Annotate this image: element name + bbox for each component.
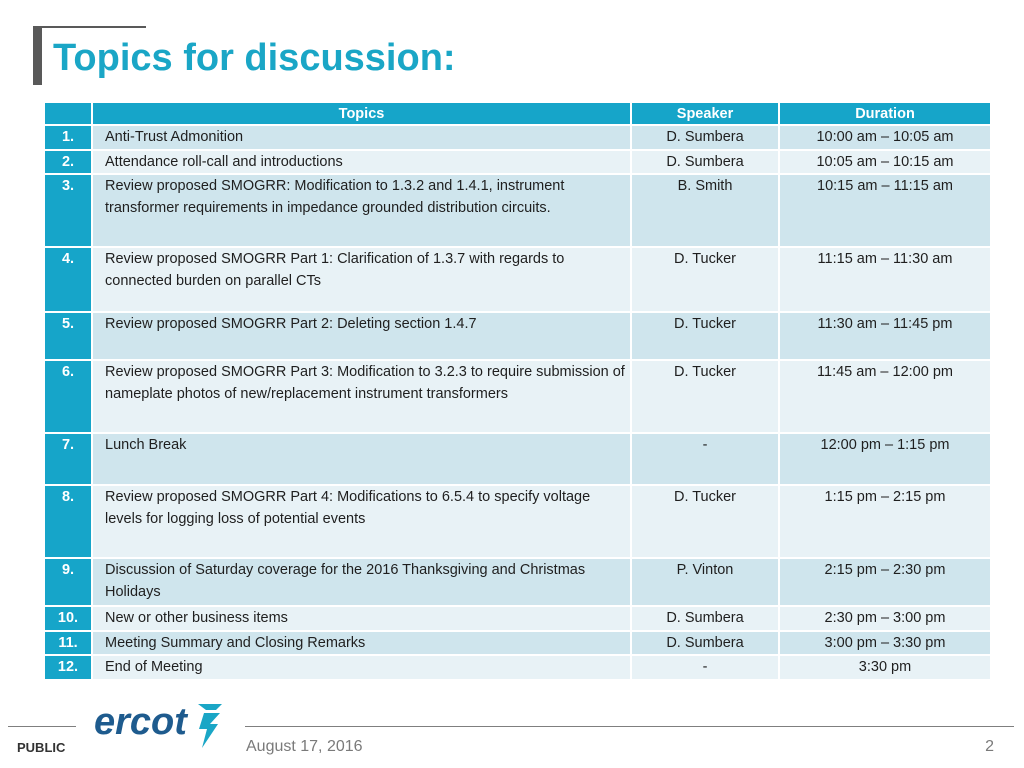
row-speaker: D. Sumbera	[632, 632, 778, 655]
row-number: 10.	[45, 607, 91, 630]
row-topic: End of Meeting	[93, 656, 630, 679]
title-accent-line	[33, 26, 146, 28]
table-row	[45, 559, 990, 605]
header-speaker: Speaker	[632, 103, 778, 124]
row-topic: Attendance roll-call and introductions	[93, 151, 630, 174]
row-number: 3.	[45, 175, 91, 246]
row-duration: 10:05 am – 10:15 am	[780, 151, 990, 174]
row-speaker: D. Tucker	[632, 361, 778, 432]
agenda-header-row	[45, 103, 990, 124]
row-speaker: D. Tucker	[632, 248, 778, 311]
row-number: 4.	[45, 248, 91, 311]
ercot-logo-text: ercot	[94, 701, 187, 743]
agenda-table	[43, 101, 992, 681]
row-speaker: D. Tucker	[632, 313, 778, 359]
row-topic: Review proposed SMOGRR: Modification to 1.3.2 and 1.4.1, instrument transformer requirements in impedance grounded distribution circuits.	[93, 175, 630, 246]
table-row	[45, 361, 990, 432]
row-topic: Lunch Break	[93, 434, 630, 484]
row-speaker: D. Tucker	[632, 486, 778, 557]
lightning-bolt-icon	[198, 704, 222, 748]
classification-label: PUBLIC	[17, 740, 66, 755]
page-number: 2	[985, 738, 994, 755]
row-number: 9.	[45, 559, 91, 605]
footer-divider-left	[8, 726, 76, 727]
row-topic: Review proposed SMOGRR Part 3: Modification to 3.2.3 to require submission of nameplate photos of new/replacement instrument transformers	[93, 361, 630, 432]
table-row	[45, 607, 990, 630]
row-duration: 11:15 am – 11:30 am	[780, 248, 990, 311]
footer-divider-right	[245, 726, 1014, 727]
row-number: 7.	[45, 434, 91, 484]
row-speaker: D. Sumbera	[632, 126, 778, 149]
row-number: 1.	[45, 126, 91, 149]
table-row	[45, 632, 990, 655]
row-speaker: P. Vinton	[632, 559, 778, 605]
row-speaker: B. Smith	[632, 175, 778, 246]
row-duration: 3:00 pm – 3:30 pm	[780, 632, 990, 655]
row-duration: 1:15 pm – 2:15 pm	[780, 486, 990, 557]
row-duration: 12:00 pm – 1:15 pm	[780, 434, 990, 484]
row-duration: 2:30 pm – 3:00 pm	[780, 607, 990, 630]
row-topic: Review proposed SMOGRR Part 1: Clarification of 1.3.7 with regards to connected burden on parallel CTs	[93, 248, 630, 311]
row-number: 6.	[45, 361, 91, 432]
row-duration: 10:15 am – 11:15 am	[780, 175, 990, 246]
row-duration: 11:45 am – 12:00 pm	[780, 361, 990, 432]
row-duration: 10:00 am – 10:05 am	[780, 126, 990, 149]
row-number: 12.	[45, 656, 91, 679]
ercot-logo	[94, 698, 229, 754]
footer-date: August 17, 2016	[246, 738, 363, 755]
row-speaker: D. Sumbera	[632, 607, 778, 630]
row-speaker: D. Sumbera	[632, 151, 778, 174]
row-number: 5.	[45, 313, 91, 359]
table-row	[45, 175, 990, 246]
table-row	[45, 313, 990, 359]
title-accent-bar	[33, 26, 42, 85]
row-number: 2.	[45, 151, 91, 174]
page-title: Topics for discussion:	[53, 37, 456, 79]
table-row	[45, 248, 990, 311]
row-topic: New or other business items	[93, 607, 630, 630]
row-topic: Anti-Trust Admonition	[93, 126, 630, 149]
table-row	[45, 434, 990, 484]
table-row	[45, 151, 990, 174]
row-duration: 11:30 am – 11:45 pm	[780, 313, 990, 359]
row-topic: Review proposed SMOGRR Part 2: Deleting section 1.4.7	[93, 313, 630, 359]
table-row	[45, 656, 990, 679]
row-number: 8.	[45, 486, 91, 557]
row-speaker: -	[632, 656, 778, 679]
table-row	[45, 486, 990, 557]
row-topic: Meeting Summary and Closing Remarks	[93, 632, 630, 655]
row-duration: 3:30 pm	[780, 656, 990, 679]
header-topics: Topics	[93, 103, 630, 124]
row-topic: Review proposed SMOGRR Part 4: Modifications to 6.5.4 to specify voltage levels for logging loss of potential events	[93, 486, 630, 557]
header-duration: Duration	[780, 103, 990, 124]
row-topic: Discussion of Saturday coverage for the 2016 Thanksgiving and Christmas Holidays	[93, 559, 630, 605]
table-row	[45, 126, 990, 149]
header-number	[45, 103, 91, 124]
row-number: 11.	[45, 632, 91, 655]
row-duration: 2:15 pm – 2:30 pm	[780, 559, 990, 605]
row-speaker: -	[632, 434, 778, 484]
